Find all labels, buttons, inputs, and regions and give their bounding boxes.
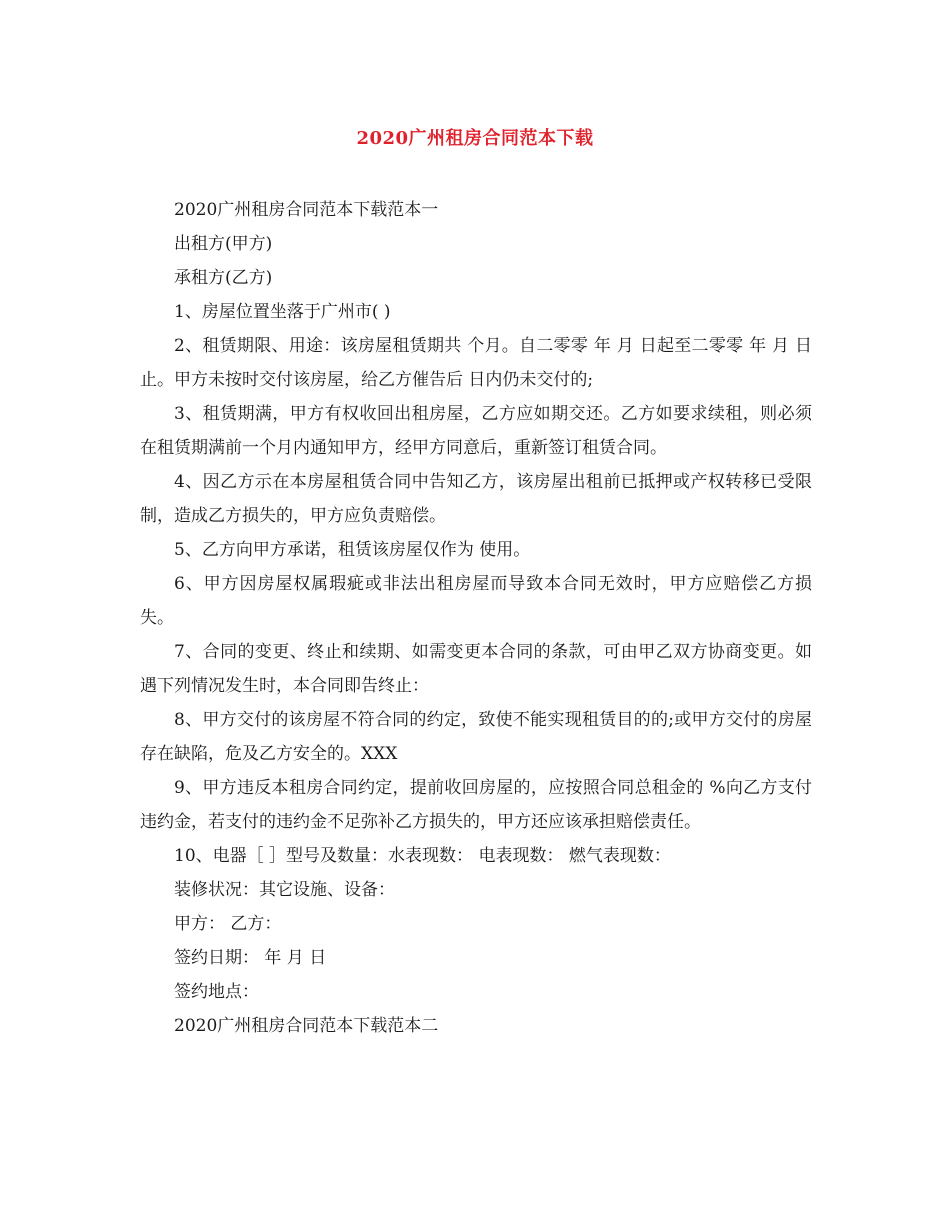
paragraph-clause-9: 9、甲方违反本租房合同约定，提前收回房屋的，应按照合同总租金的 %向乙方支付违约金，若支付的违约金不足弥补乙方损失的，甲方还应该承担赔偿责任。 [140,778,812,832]
paragraph-clause-8: 8、甲方交付的该房屋不符合同的约定，致使不能实现租赁目的的;或甲方交付的房屋存在缺陷，危及乙方安全的。XXX [140,710,812,764]
paragraph-sign-date: 签约日期： 年 月 日 [174,948,327,968]
paragraph-sign-place: 签约地点： [174,982,259,1002]
paragraph-clause-5: 5、乙方向甲方承诺，租赁该房屋仅作为 使用。 [174,540,531,560]
paragraph-clause-7: 7、合同的变更、终止和续期、如需变更本合同的条款，可由甲乙双方协商变更。如遇下列情况发生时，本合同即告终止： [140,642,812,696]
paragraph-template-heading-1: 2020广州租房合同范本下载范本一 [174,200,439,220]
paragraph-clause-3: 3、租赁期满，甲方有权收回出租房屋，乙方应如期交还。乙方如要求续租，则必须在租赁期满前一个月内通知甲方，经甲方同意后，重新签订租赁合同。 [140,404,812,458]
paragraph-clause-2: 2、租赁期限、用途：该房屋租赁期共 个月。自二零零 年 月 日起至二零零 年 月 日止。甲方未按时交付该房屋，给乙方催告后 日内仍未交付的; [140,336,812,390]
paragraph-decoration-status: 装修状况：其它设施、设备： [174,880,395,900]
paragraph-signatures: 甲方： 乙方： [174,914,282,934]
paragraph-clause-10: 10、电器［ ］型号及数量：水表现数： 电表现数： 燃气表现数： [174,846,671,866]
paragraph-lessor: 出租方(甲方) [174,234,273,254]
paragraph-clause-1: 1、房屋位置坐落于广州市( ) [174,302,391,322]
paragraph-clause-4: 4、因乙方示在本房屋租赁合同中告知乙方，该房屋出租前已抵押或产权转移已受限制，造成乙方损失的，甲方应负责赔偿。 [140,472,812,526]
document-title: 2020广州租房合同范本下载 [356,128,594,149]
paragraph-template-heading-2: 2020广州租房合同范本下载范本二 [174,1016,439,1036]
document-body [140,193,812,1043]
paragraph-clause-6: 6、甲方因房屋权属瑕疵或非法出租房屋而导致本合同无效时，甲方应赔偿乙方损失。 [140,574,812,628]
paragraph-lessee: 承租方(乙方) [174,268,273,288]
